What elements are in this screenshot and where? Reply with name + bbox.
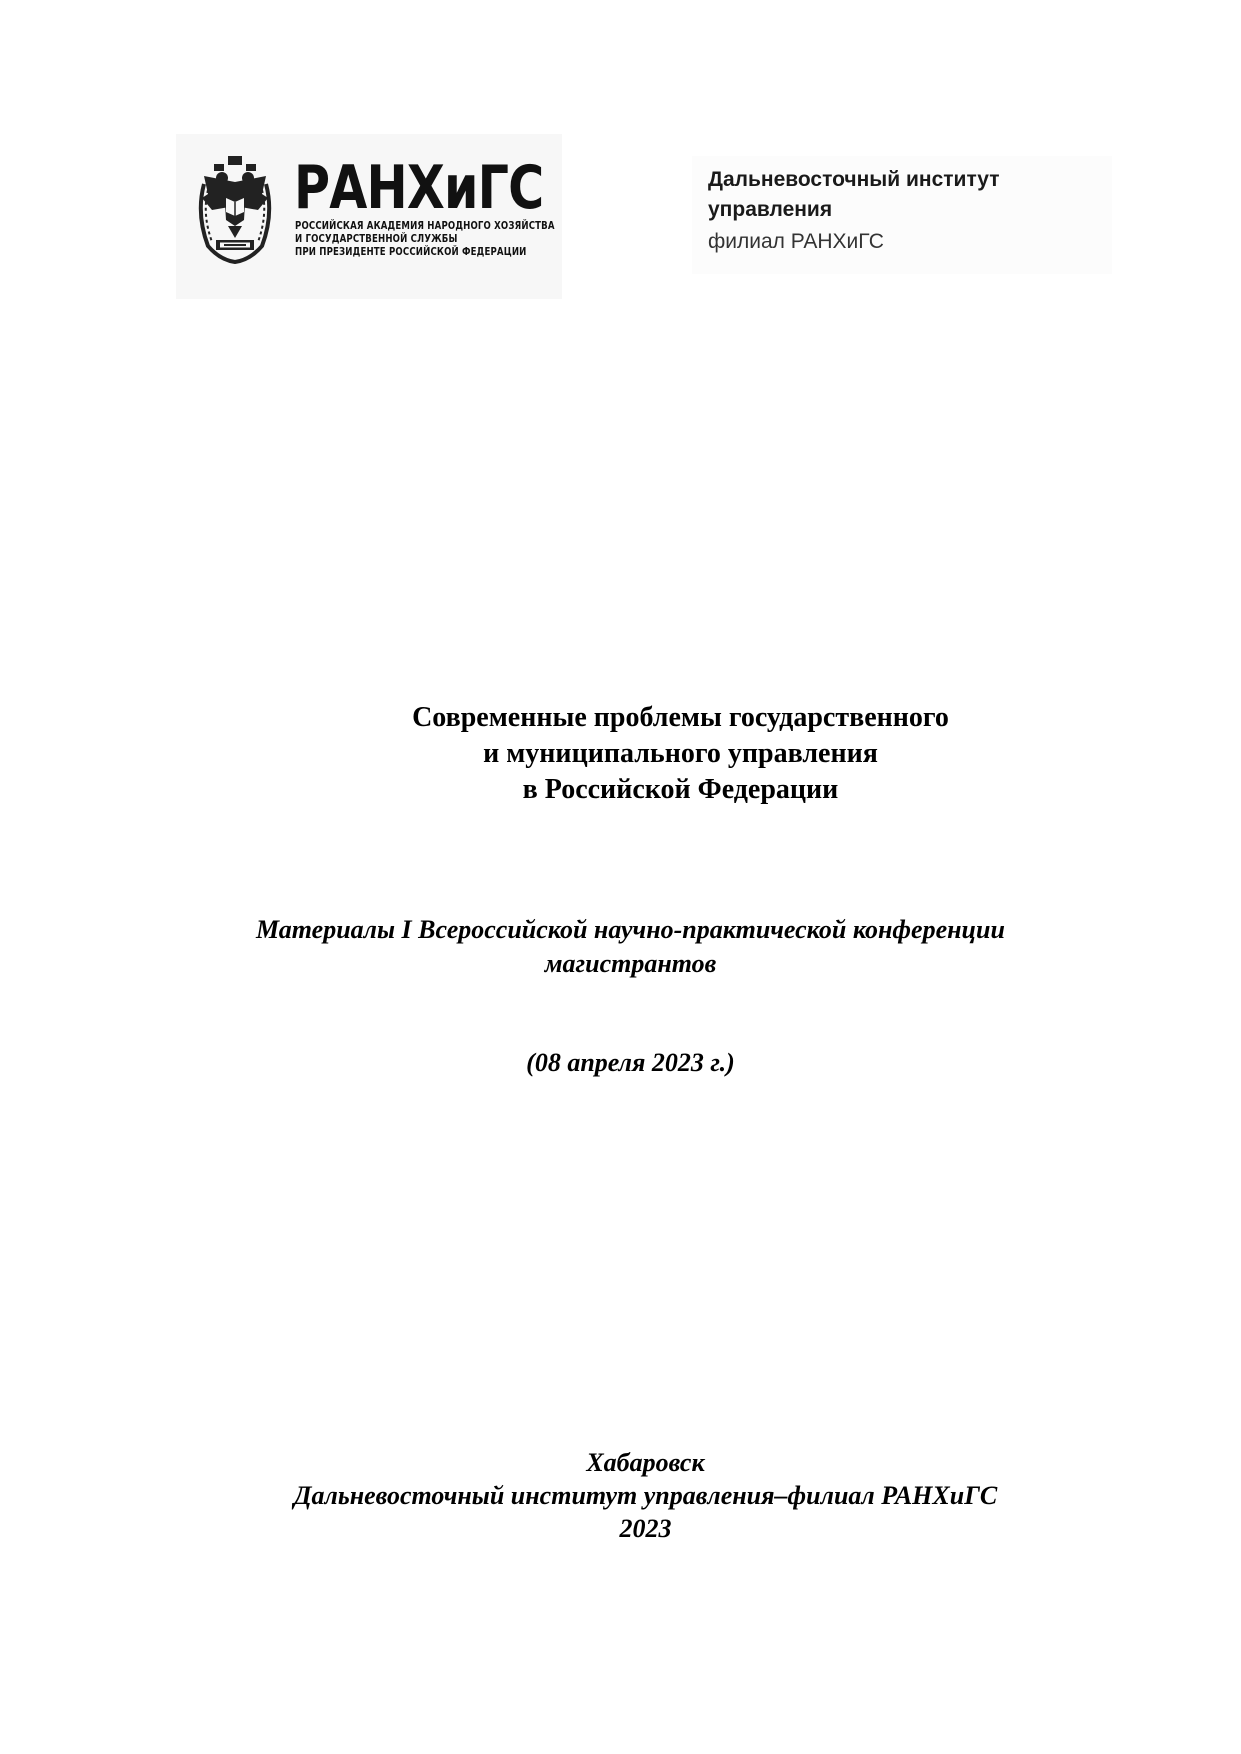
- brand-subtitle: [295, 219, 555, 258]
- brand-subtitle-line: РОССИЙСКАЯ АКАДЕМИЯ НАРОДНОГО ХОЗЯЙСТВА: [295, 219, 555, 232]
- imprint-publisher: Дальневосточный институт управления–филиал РАНХиГС: [293, 1481, 998, 1510]
- subtitle-line: магистрантов: [544, 949, 717, 978]
- double-headed-eagle-emblem-icon: [194, 154, 276, 266]
- imprint-year: 2023: [619, 1514, 672, 1543]
- brand-subtitle-line: И ГОСУДАРСТВЕННОЙ СЛУЖБЫ: [295, 232, 458, 245]
- imprint: [0, 1446, 1241, 1545]
- ranepa-logo: [176, 134, 562, 299]
- document-subtitle: [0, 913, 1241, 981]
- institute-label: [692, 156, 1112, 274]
- conference-date: (08 апреля 2023 г.): [526, 1048, 735, 1077]
- institute-line: Дальневосточный институт: [708, 168, 1000, 191]
- brand-name: РАНХиГС: [294, 153, 544, 223]
- title-line: в Российской Федерации: [522, 774, 839, 805]
- brand-subtitle-line: ПРИ ПРЕЗИДЕНТЕ РОССИЙСКОЙ ФЕДЕРАЦИИ: [295, 245, 527, 258]
- institute-branch-line: филиал РАНХиГС: [708, 230, 884, 253]
- institute-line: управления: [708, 198, 833, 221]
- document-title: [0, 700, 1241, 808]
- title-line: Современные проблемы государственного: [412, 702, 949, 733]
- title-line: и муниципального управления: [483, 738, 878, 769]
- subtitle-line: Материалы I Всероссийской научно-практической конференции: [256, 915, 1005, 944]
- imprint-city: Хабаровск: [586, 1448, 705, 1477]
